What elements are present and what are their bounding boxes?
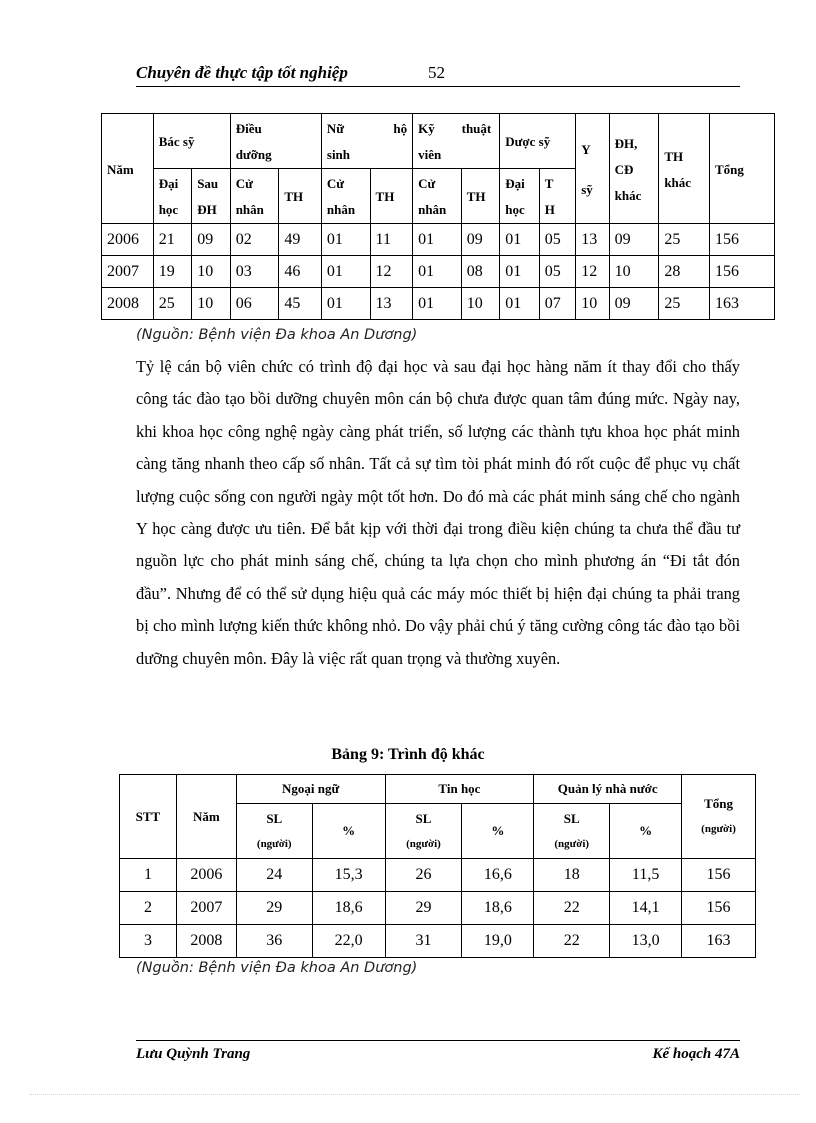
col-duoc-sy: Dược sỹ	[500, 114, 576, 169]
table-cell: 156	[710, 256, 775, 288]
sub-cu-nhan: Cử nhân	[321, 169, 370, 224]
sub-dai-hoc: Đại học	[153, 169, 192, 224]
col-bac-si: Bác sỹ	[153, 114, 230, 169]
table-cell: 10	[192, 256, 231, 288]
table-cell: 163	[710, 288, 775, 320]
col-total: Tổng	[710, 114, 775, 224]
col-nu-ho-sinh: Nữ hộ sinh	[321, 114, 412, 169]
sub-sl: SL (người)	[236, 804, 312, 859]
table-cell: 22,0	[312, 925, 385, 958]
table-cell: 01	[413, 288, 462, 320]
table-cell: 156	[682, 859, 756, 892]
table-cell: 36	[236, 925, 312, 958]
table-cell: 12	[370, 256, 413, 288]
col-y-sy: Y sỹ	[576, 114, 609, 224]
sub-th: TH	[370, 169, 413, 224]
col-dh-cd-khac: ĐH, CĐ khác	[609, 114, 659, 224]
table-cell: 11,5	[610, 859, 682, 892]
table-row	[102, 224, 775, 256]
table-cell: 01	[500, 224, 540, 256]
table-header-row	[102, 114, 775, 169]
page-footer	[136, 1040, 740, 1062]
page-bottom-divider	[30, 1094, 800, 1095]
col-stt: STT	[120, 775, 177, 859]
author-name: Lưu Quỳnh Trang	[136, 1046, 251, 1062]
sub-cu-nhan: Cử nhân	[230, 169, 279, 224]
page-number: 52	[428, 63, 445, 82]
table-cell: 06	[230, 288, 279, 320]
table-cell: 2006	[102, 224, 154, 256]
table-row	[120, 859, 756, 892]
table-cell: 3	[120, 925, 177, 958]
table-cell: 07	[539, 288, 575, 320]
col-th-khac: TH khác	[659, 114, 710, 224]
sub-sl: SL (người)	[385, 804, 462, 859]
table-cell: 01	[321, 288, 370, 320]
table-cell: 09	[609, 224, 659, 256]
table-cell: 25	[153, 288, 192, 320]
table-cell: 26	[385, 859, 462, 892]
table-row	[102, 256, 775, 288]
table-cell: 01	[321, 256, 370, 288]
table-cell: 2007	[102, 256, 154, 288]
page-header	[136, 60, 740, 87]
table-cell: 2	[120, 892, 177, 925]
table-cell: 22	[534, 925, 610, 958]
sub-dai-hoc: Đại học	[500, 169, 540, 224]
table-cell: 2007	[176, 892, 236, 925]
source-note: (Nguồn: Bệnh viện Đa khoa An Dương)	[136, 960, 418, 976]
table-cell: 19,0	[462, 925, 534, 958]
table-cell: 29	[385, 892, 462, 925]
table-cell: 46	[279, 256, 322, 288]
sub-sl: SL (người)	[534, 804, 610, 859]
col-dieu-duong: Điều dưỡng	[230, 114, 321, 169]
class-name: Kế hoạch 47A	[652, 1046, 740, 1062]
table-cell: 13	[576, 224, 609, 256]
table-row	[120, 925, 756, 958]
table-cell: 25	[659, 224, 710, 256]
sub-pct: %	[462, 804, 534, 859]
sub-th-split: T H	[539, 169, 575, 224]
table-cell: 28	[659, 256, 710, 288]
table-cell: 05	[539, 256, 575, 288]
table-cell: 05	[539, 224, 575, 256]
table-cell: 18,6	[312, 892, 385, 925]
table-cell: 01	[413, 256, 462, 288]
table-cell: 15,3	[312, 859, 385, 892]
col-year: Năm	[102, 114, 154, 224]
table-cell: 18	[534, 859, 610, 892]
table-cell: 12	[576, 256, 609, 288]
table-cell: 45	[279, 288, 322, 320]
table-cell: 13	[370, 288, 413, 320]
table-cell: 10	[192, 288, 231, 320]
source-note: (Nguồn: Bệnh viện Đa khoa An Dương)	[136, 327, 418, 343]
table-cell: 08	[461, 256, 500, 288]
sub-th: TH	[279, 169, 322, 224]
table-cell: 09	[609, 288, 659, 320]
table-cell: 16,6	[462, 859, 534, 892]
body-paragraph: Tỷ lệ cán bộ viên chức có trình độ đại học và sau đại học hàng năm ít thay đổi cho thấy công tác đào tạo bồi dưỡng chuyên môn cán bộ chưa được quan tâm đúng mức. Ngày nay, khi khoa học công nghệ ngày càng phát triển, số lượng các thành tựu khoa học phát minh càng tăng nhanh theo cấp số nhân. Tất cả sự tìm tòi phát minh đó rốt cuộc để phục vụ chất lượng cuộc sống con người ngày một tốt hơn. Do đó mà các phát minh sáng chế cho ngành Y học càng được ưu tiên. Để bắt kịp với thời đại trong điều kiện chúng ta chưa thể đầu tư nguồn lực cho phát minh sáng chế, chúng ta lựa chọn cho mình phương án “Đi tắt đón đầu”. Nhưng để có thể sử dụng hiệu quả các máy móc thiết bị hiện đại chúng ta phải trang bị cho mình lượng kiến thức không nhỏ. Do vậy phải chú ý tăng cường công tác đào tạo bồi dưỡng chuyên môn. Đây là việc rất quan trọng và thường xuyên.	[136, 357, 740, 668]
col-tin-hoc: Tin học	[385, 775, 534, 804]
col-ngoai-ngu: Ngoại ngữ	[236, 775, 385, 804]
col-total: Tổng (người)	[682, 775, 756, 859]
table-cell: 18,6	[462, 892, 534, 925]
table-cell: 03	[230, 256, 279, 288]
table-cell: 01	[413, 224, 462, 256]
sub-pct: %	[312, 804, 385, 859]
qualification-table	[119, 774, 756, 958]
table-cell: 156	[710, 224, 775, 256]
sub-pct: %	[610, 804, 682, 859]
table-cell: 11	[370, 224, 413, 256]
table-cell: 13,0	[610, 925, 682, 958]
table-cell: 1	[120, 859, 177, 892]
table-cell: 10	[576, 288, 609, 320]
table-cell: 156	[682, 892, 756, 925]
col-year: Năm	[176, 775, 236, 859]
table-cell: 01	[321, 224, 370, 256]
col-ky-thuat-vien: Kỹ thuật viên	[413, 114, 500, 169]
col-qlnn: Quản lý nhà nước	[534, 775, 682, 804]
table-cell: 31	[385, 925, 462, 958]
table-row	[102, 288, 775, 320]
table-cell: 14,1	[610, 892, 682, 925]
table-cell: 22	[534, 892, 610, 925]
table-cell: 10	[461, 288, 500, 320]
sub-th: TH	[461, 169, 500, 224]
table-cell: 29	[236, 892, 312, 925]
table-row	[120, 892, 756, 925]
table-cell: 09	[461, 224, 500, 256]
table-cell: 02	[230, 224, 279, 256]
sub-sau-dh: Sau ĐH	[192, 169, 231, 224]
sub-cu-nhan: Cử nhân	[413, 169, 462, 224]
table-cell: 21	[153, 224, 192, 256]
table-cell: 09	[192, 224, 231, 256]
table-cell: 163	[682, 925, 756, 958]
table-cell: 01	[500, 288, 540, 320]
table-cell: 25	[659, 288, 710, 320]
table-caption: Bảng 9: Trình độ khác	[331, 746, 485, 763]
document-title: Chuyên đề thực tập tốt nghiệp	[136, 63, 348, 82]
table-cell: 2006	[176, 859, 236, 892]
table-cell: 10	[609, 256, 659, 288]
staff-table	[101, 113, 775, 320]
table-cell: 2008	[176, 925, 236, 958]
table-header-row	[120, 775, 756, 804]
table-cell: 2008	[102, 288, 154, 320]
table-cell: 49	[279, 224, 322, 256]
table-cell: 19	[153, 256, 192, 288]
table-cell: 24	[236, 859, 312, 892]
table-cell: 01	[500, 256, 540, 288]
